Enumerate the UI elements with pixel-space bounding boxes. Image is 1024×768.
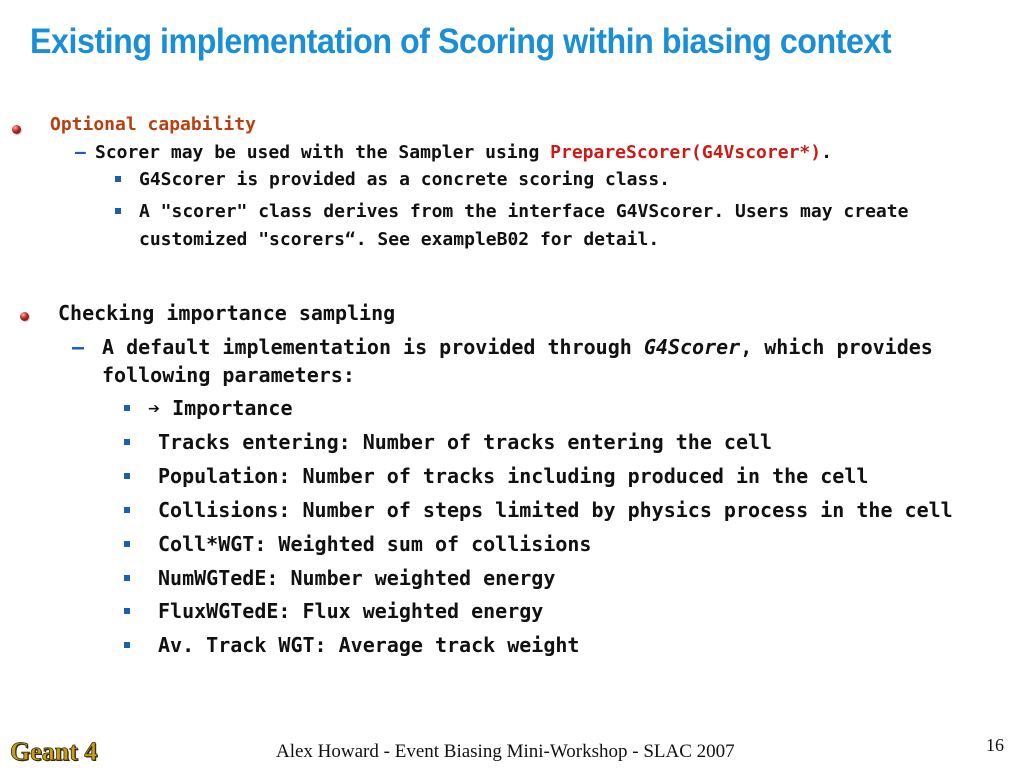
square-bullet-icon (115, 176, 121, 182)
section2-bullet: FluxWGTedE: Flux weighted energy (158, 599, 544, 623)
section2-subpoint (102, 335, 933, 359)
section2-subpoint-line2: following parameters: (102, 363, 355, 387)
square-bullet-icon (124, 405, 130, 411)
square-bullet-icon (124, 507, 130, 513)
section2-bullet: Collisions: Number of steps limited by physics process in the cell (158, 498, 953, 522)
geant4-logo: Geant 4 (10, 737, 98, 766)
bullet-ball-icon (12, 125, 21, 134)
section1-sub-suffix: . (821, 142, 832, 163)
section2-bullet-text: Importance (172, 396, 293, 420)
arrow-right-icon: ➔ (148, 396, 161, 420)
section1-bullet: G4Scorer is provided as a concrete scoring class. (139, 169, 671, 190)
section2-bullet: NumWGTedE: Number weighted energy (158, 566, 556, 590)
section2-sub-italic: G4Scorer (643, 335, 741, 359)
square-bullet-icon (124, 541, 130, 547)
square-bullet-icon (124, 608, 130, 614)
section2-bullet: Av. Track WGT: Average track weight (158, 633, 580, 657)
dash-icon: – (75, 142, 86, 163)
section2-bullet: Tracks entering: Number of tracks entering the cell (158, 430, 773, 454)
footer-text: Alex Howard - Event Biasing Mini-Workshop - SLAC 2007 (276, 741, 735, 762)
section1-sub-code: PrepareScorer(G4Vscorer*) (550, 142, 822, 163)
section2-bullet: Coll*WGT: Weighted sum of collisions (158, 532, 592, 556)
section2-sub-suffix: , which provides (740, 335, 933, 359)
slide-title: Existing implementation of Scoring within biasing context (30, 22, 892, 61)
square-bullet-icon (124, 439, 130, 445)
section2-bullet (148, 396, 293, 420)
page-number: 16 (986, 735, 1004, 755)
section1-bullet: A "scorer" class derives from the interface G4VScorer. Users may create (139, 201, 909, 222)
square-bullet-icon (124, 473, 130, 479)
section1-sub-prefix: Scorer may be used with the Sampler using (95, 142, 551, 163)
bullet-ball-icon (20, 312, 29, 321)
square-bullet-icon (124, 575, 130, 581)
square-bullet-icon (124, 642, 130, 648)
section2-sub-prefix: A default implementation is provided through (102, 335, 644, 359)
section1-bullet-continuation: customized "scorers“. See exampleB02 for detail. (139, 229, 660, 250)
section2-bullet: Population: Number of tracks including produced in the cell (158, 464, 869, 488)
section1-heading: Optional capability (50, 114, 256, 135)
square-bullet-icon (115, 208, 121, 214)
section2-heading: Checking importance sampling (58, 301, 396, 325)
dash-icon: – (72, 335, 85, 359)
section1-subpoint (95, 142, 832, 163)
